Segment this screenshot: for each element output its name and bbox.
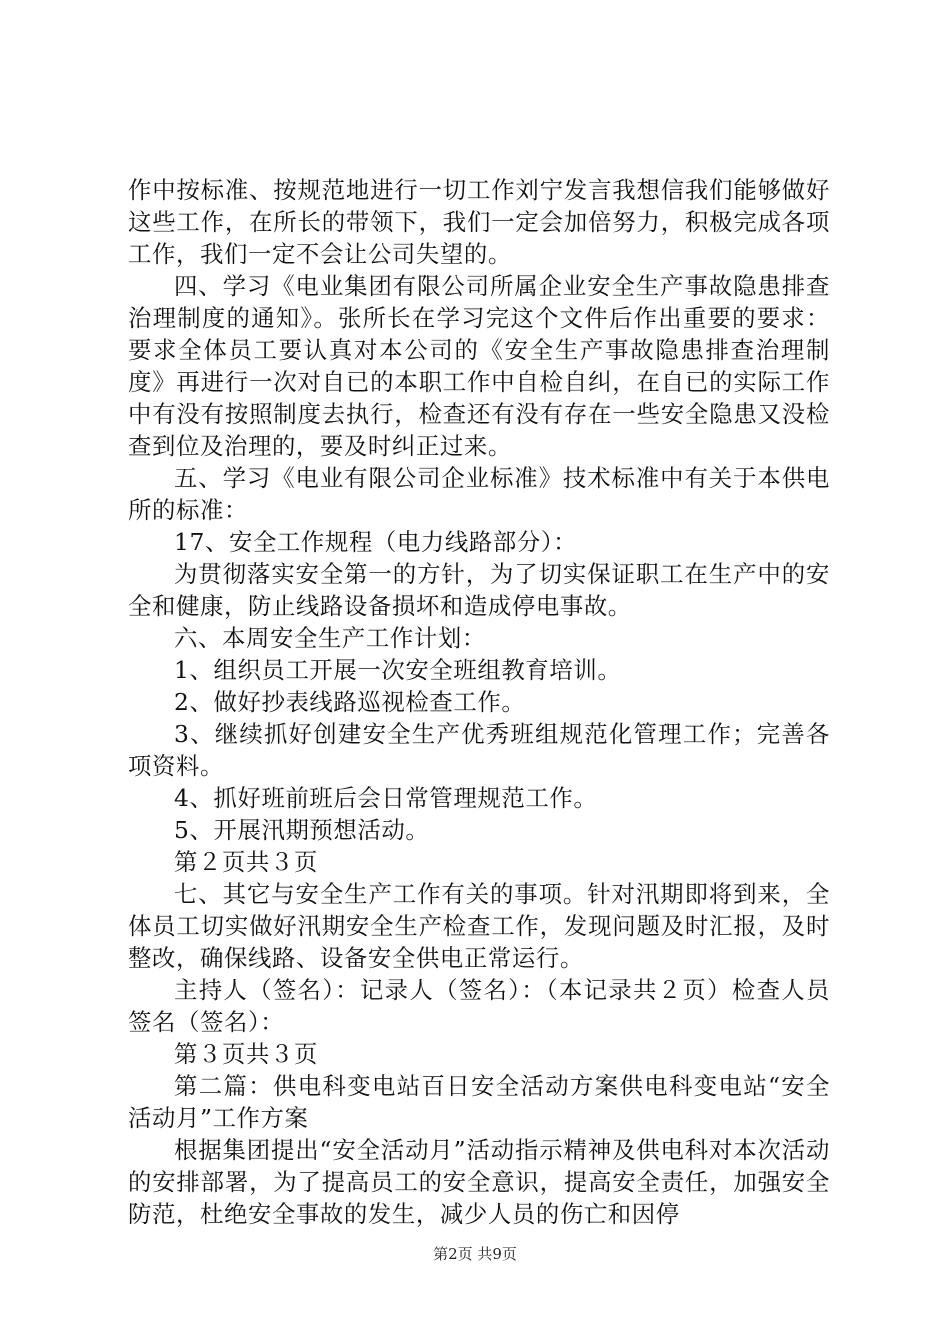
signature-line: 主持人（签名）：记录人（签名）：（本记录共２页）检查人员签名（签名）： (128, 976, 830, 1036)
page-footer: 第2页 共9页 (433, 1245, 517, 1263)
document-body (128, 174, 830, 1230)
list-item: 3、继续抓好创建安全生产优秀班组规范化管理工作；完善各项资料。 (128, 720, 830, 780)
paragraph: 七、其它与安全生产工作有关的事项。针对汛期即将到来，全体员工切实做好汛期安全生产检查工作，发现问题及时汇报，及时整改，确保线路、设备安全供电正常运行。 (128, 880, 830, 972)
paragraph: 根据集团提出“安全活动月”活动指示精神及供电科对本次活动的安排部署，为了提高员工的安全意识，提高安全责任，加强安全防范，杜绝安全事故的发生，减少人员的伤亡和因停 (128, 1136, 830, 1228)
list-item: 4、抓好班前班后会日常管理规范工作。 (174, 784, 598, 812)
inline-page-marker: 第３页共３页 (174, 1040, 318, 1068)
paragraph: 为贯彻落实安全第一的方针，为了切实保证职工在生产中的安全和健康，防止线路设备损坏和造成停电事故。 (128, 560, 830, 620)
section-heading: 第二篇：供电科变电站百日安全活动方案供电科变电站“安全活动月”工作方案 (128, 1072, 830, 1132)
list-item: 5、开展汛期预想活动。 (174, 816, 430, 844)
paragraph: 四、学习《电业集团有限公司所属企业安全生产事故隐患排查治理制度的通知》。张所长在学习完这个文件后作出重要的要求：要求全体员工要认真对本公司的《安全生产事故隐患排查治理制度》再进行一次对自已的本职工作中自检自纠，在自已的实际工作中有没有按照制度去执行，检查还有没有存在一些安全隐患又没检查到位及治理的，要及时纠正过来。 (128, 272, 830, 460)
paragraph: 17、安全工作规程（电力线路部分）： (174, 528, 578, 556)
paragraph: 作中按标准、按规范地进行一切工作刘宁发言我想信我们能够做好这些工作，在所长的带领下，我们一定会加倍努力，积极完成各项工作，我们一定不会让公司失望的。 (128, 176, 830, 268)
paragraph: 五、学习《电业有限公司企业标准》技术标准中有关于本供电所的标准： (128, 464, 830, 524)
inline-page-marker: 第２页共３页 (174, 848, 318, 876)
list-item: 1、组织员工开展一次安全班组教育培训。 (174, 656, 622, 684)
paragraph: 六、本周安全生产工作计划： (174, 624, 486, 652)
list-item: 2、做好抄表线路巡视检查工作。 (174, 688, 526, 716)
